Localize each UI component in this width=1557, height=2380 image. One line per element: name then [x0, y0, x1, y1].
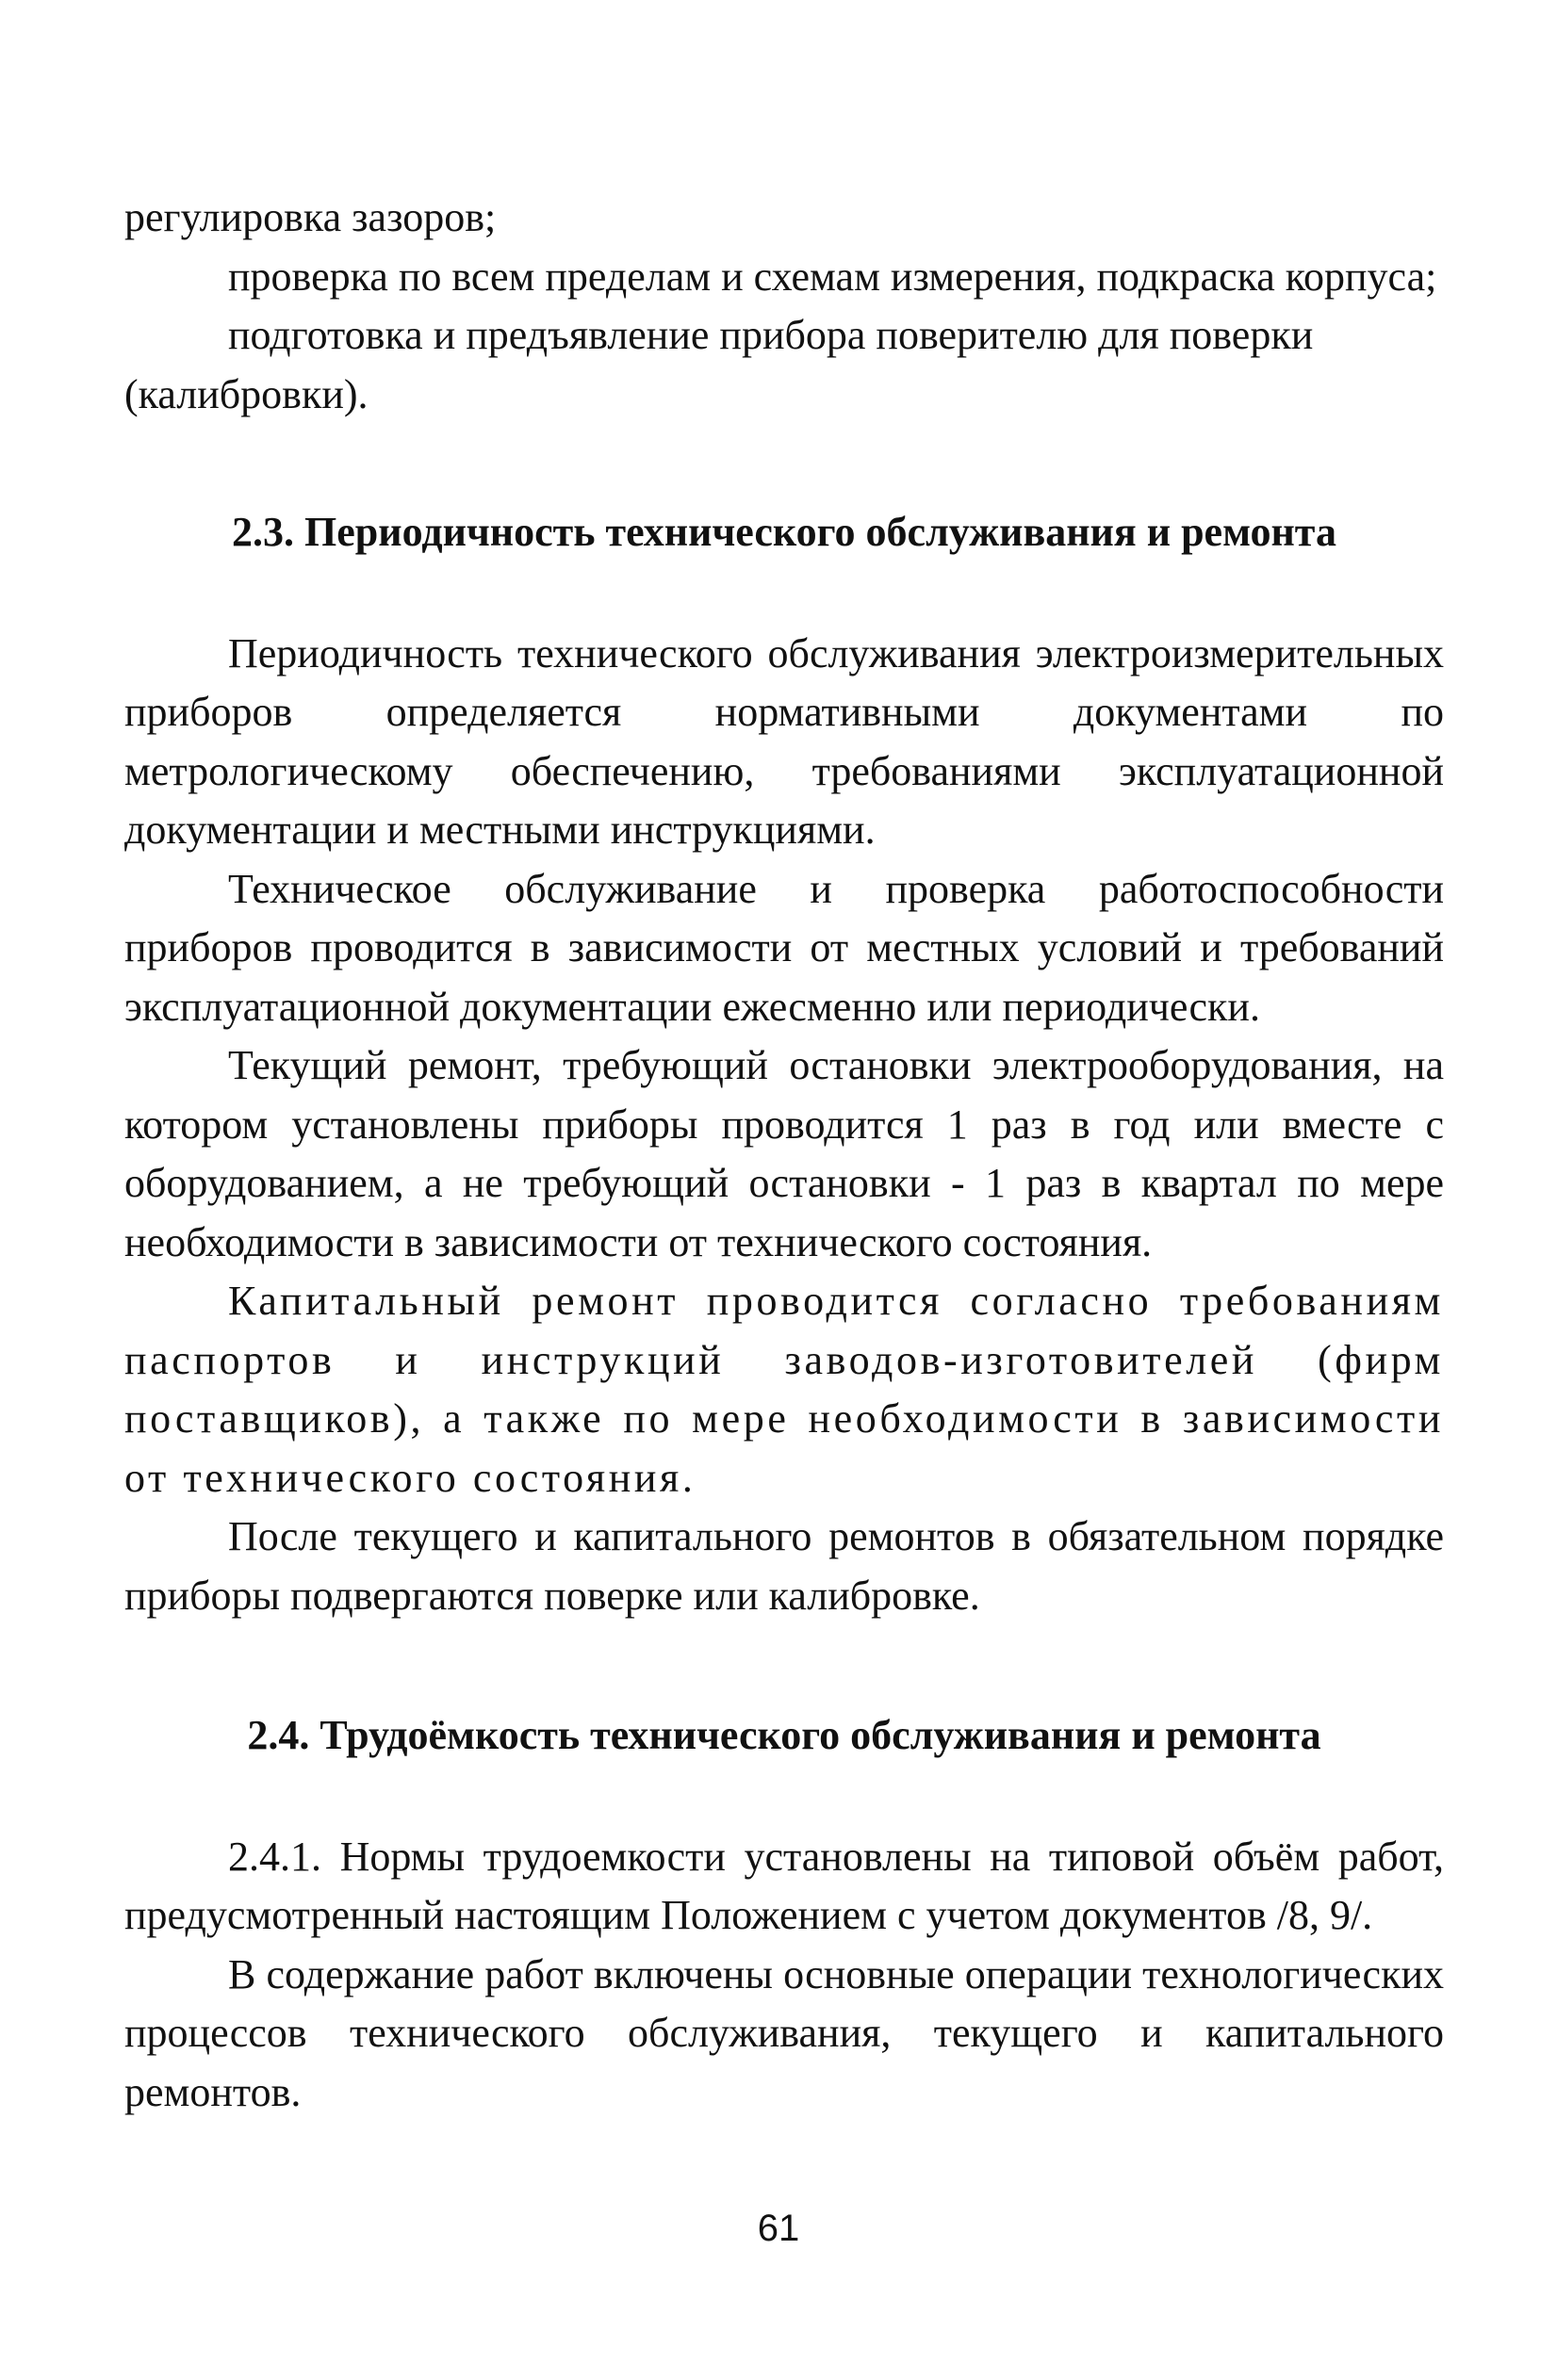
list-item-verification: подготовка и предъявление прибора поверителю для поверки (калибровки). [124, 312, 1314, 417]
section-heading-2-3: 2.3. Периодичность технического обслуживания и ремонта [232, 509, 1336, 555]
paragraph-capital-repair: Капитальный ремонт проводится согласно требованиям паспортов и инструкций заводов-изготовителей (фирм поставщиков), а также по мере необходимости в зависимости от технического состояния. [124, 1278, 1444, 1501]
list-item-gap-adjustment: регулировка зазоров; [124, 194, 497, 240]
paragraph-labor-norms: 2.4.1. Нормы трудоемкости установлены на типовой объём работ, предусмотренный настоящим Положением с учетом документов /8, 9/. [124, 1833, 1444, 1938]
paragraph-after-repair: После текущего и капитального ремонтов в обязательном порядке приборы подвергаются поверке или калибровке. [124, 1513, 1444, 1619]
paragraph-periodicity: Периодичность технического обслуживания электроизмерительных приборов определяется нормативными документами по метрологическому обеспечению, требованиями эксплуатационной документации и местными инструкциями. [124, 629, 1444, 853]
paragraph-maintenance-check: Техническое обслуживание и проверка работоспособности приборов проводится в зависимости от местных условий и требований эксплуатационной документации ежесменно или периодически. [124, 865, 1444, 1030]
page-content [124, 188, 1444, 2122]
page-number: 61 [757, 2208, 800, 2249]
list-item-range-check: проверка по всем пределам и схемам измерения, подкраска корпуса; [228, 253, 1437, 300]
section-heading-2-4: 2.4. Трудоёмкость технического обслуживания и ремонта [247, 1712, 1321, 1758]
paragraph-current-repair: Текущий ремонт, требующий остановки электрооборудования, на котором установлены приборы проводится 1 раз в год или вместе с оборудованием, а не требующий остановки - 1 раз в квартал по мере необходимости в зависимости от технического состояния. [124, 1042, 1444, 1265]
paragraph-work-content: В содержание работ включены основные операции технологических процессов технического обслуживания, текущего и капитального ремонтов. [124, 1950, 1444, 2115]
